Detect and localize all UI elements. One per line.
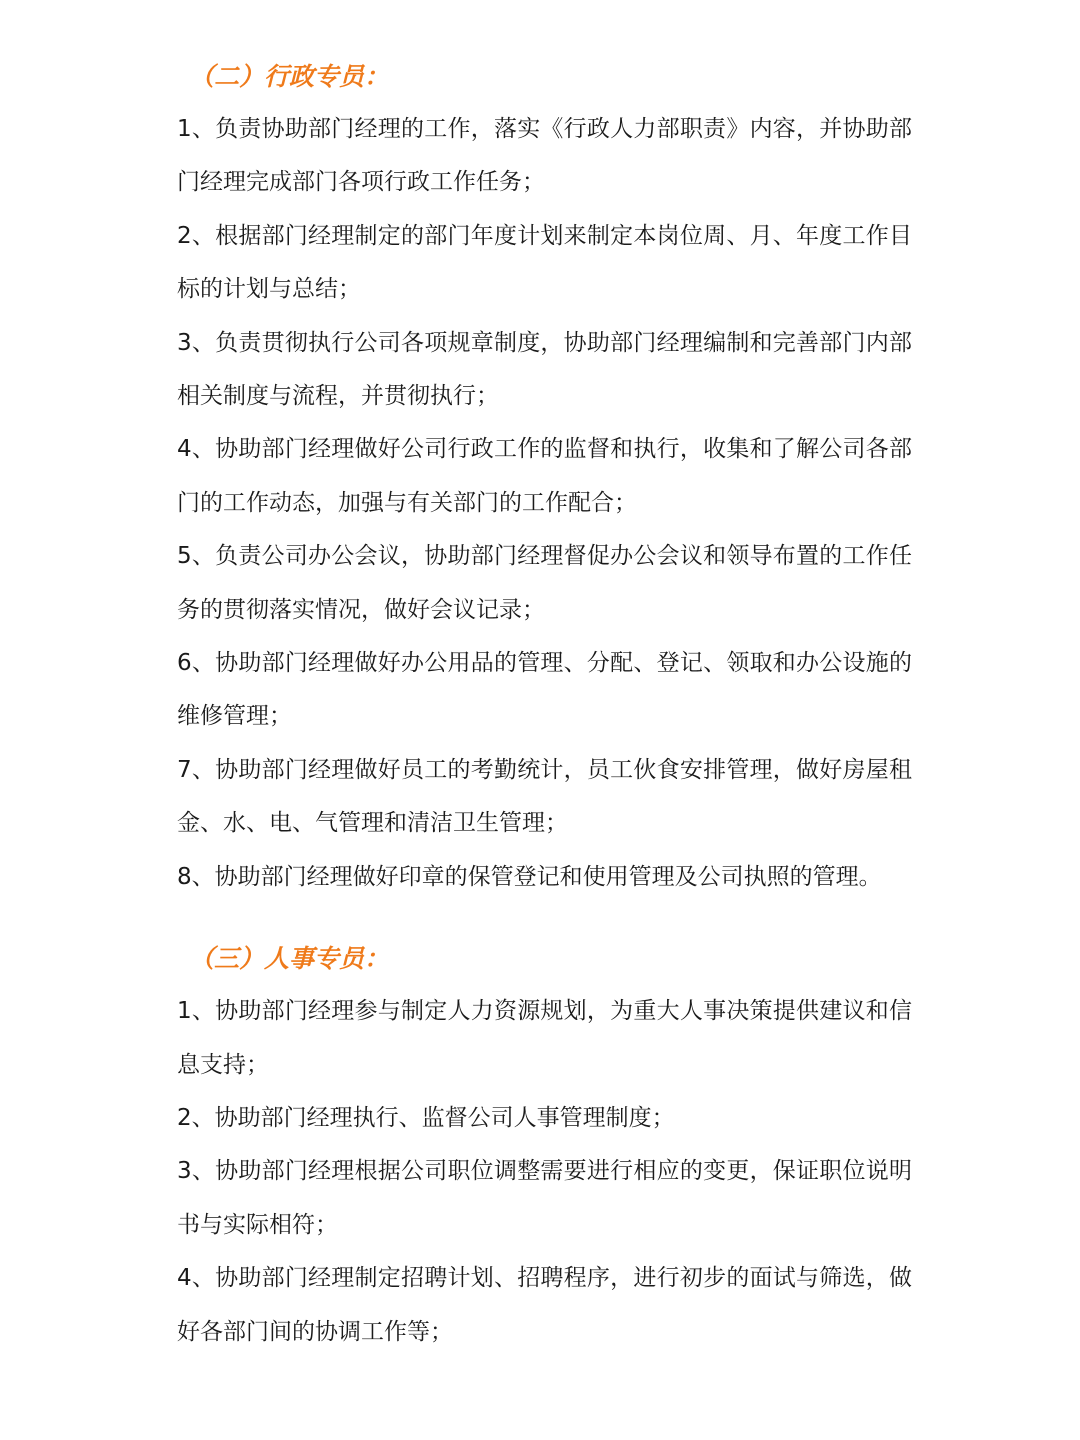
duty-list — [177, 985, 912, 1359]
duty-item: 1、负责协助部门经理的工作，落实《行政人力部职责》内容，并协助部门经理完成部门各项行政工作任务； — [177, 116, 912, 196]
duty-item: 7、协助部门经理做好员工的考勤统计，员工伙食安排管理，做好房屋租金、水、电、气管理和清洁卫生管理； — [177, 756, 912, 837]
duty-item: 5、负责公司办公会议，协助部门经理督促办公会议和领导布置的工作任务的贯彻落实情况，做好会议记录； — [177, 543, 912, 623]
duty-item: 4、协助部门经理制定招聘计划、招聘程序，进行初步的面试与筛选，做好各部门间的协调工作等； — [177, 1265, 912, 1345]
duty-item: 2、协助部门经理执行、监督公司人事管理制度； — [177, 1104, 675, 1131]
section-title: （二）行政专员： — [189, 62, 390, 91]
duty-item: 2、根据部门经理制定的部门年度计划来制定本岗位周、月、年度工作目标的计划与总结； — [177, 222, 912, 303]
duty-item: 3、协助部门经理根据公司职位调整需要进行相应的变更，保证职位说明书与实际相符； — [177, 1158, 912, 1238]
duty-item: 4、协助部门经理做好公司行政工作的监督和执行，收集和了解公司各部门的工作动态，加强与有关部门的工作配合； — [177, 436, 912, 516]
section-admin-specialist — [177, 50, 912, 904]
section-title: （三）人事专员： — [189, 944, 390, 974]
document-content — [177, 50, 912, 1359]
section-spacer — [177, 904, 912, 932]
duty-item: 1、协助部门经理参与制定人力资源规划，为重大人事决策提供建议和信息支持； — [177, 998, 912, 1078]
section-hr-specialist — [177, 932, 912, 1359]
duty-item: 3、负责贯彻执行公司各项规章制度，协助部门经理编制和完善部门内部相关制度与流程，并贯彻执行； — [177, 329, 912, 410]
duty-item: 8、协助部门经理做好印章的保管登记和使用管理及公司执照的管理。 — [177, 863, 882, 890]
duty-item: 6、协助部门经理做好办公用品的管理、分配、登记、领取和办公设施的维修管理； — [177, 650, 912, 730]
duty-list — [177, 103, 912, 904]
